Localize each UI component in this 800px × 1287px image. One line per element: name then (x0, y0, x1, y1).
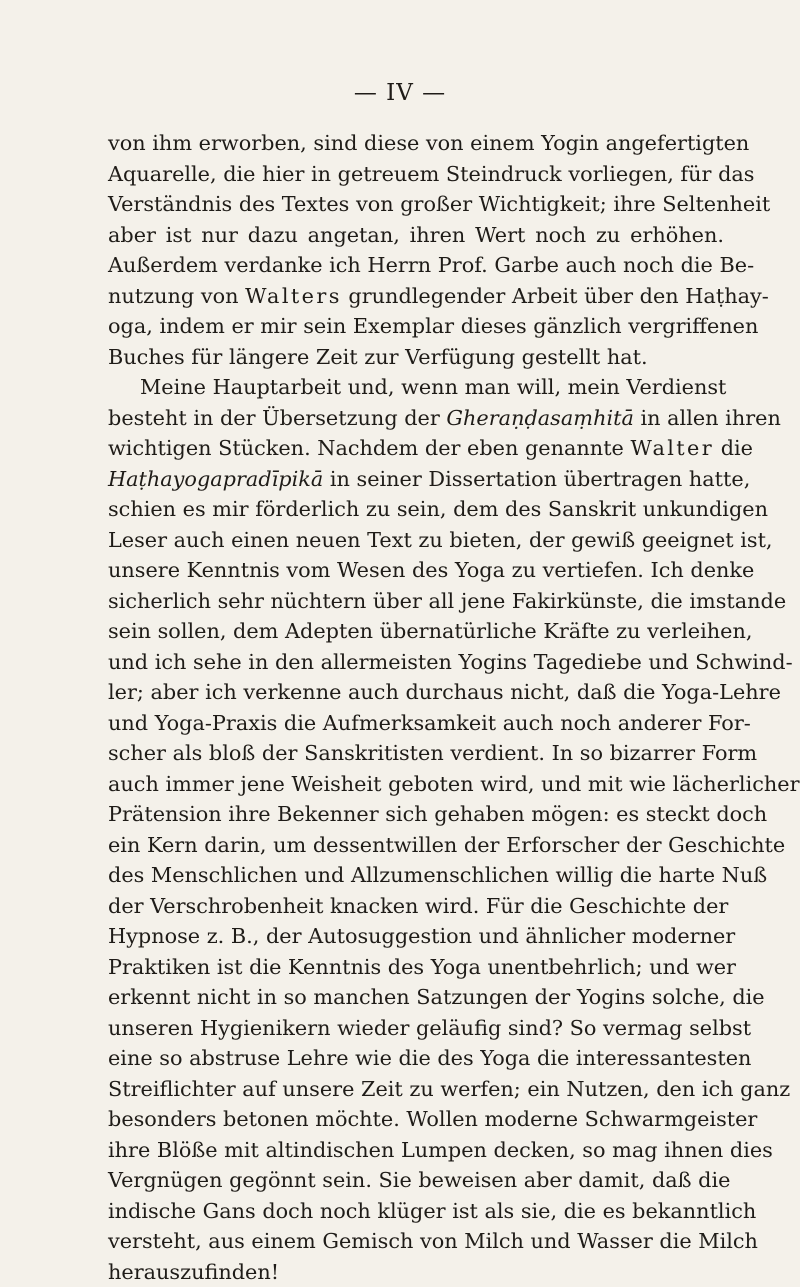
text-line (108, 738, 724, 769)
text-line (108, 464, 724, 495)
text-line (108, 1196, 724, 1227)
text-line (108, 1074, 724, 1105)
text-segment: und ich sehe in den allermeisten Yogins Tagediebe und Schwind- (108, 650, 793, 674)
text-segment: besteht in der Übersetzung der (108, 406, 446, 430)
text-line (108, 342, 724, 373)
text-segment: besonders betonen möchte. Wollen moderne Schwarmgeister (108, 1107, 757, 1131)
text-segment: Praktiken ist die Kenntnis des Yoga unentbehrlich; und wer (108, 955, 736, 979)
text-line (108, 159, 724, 190)
text-segment: sein sollen, dem Adepten übernatürliche Kräfte zu verleihen, (108, 619, 752, 643)
text-line (108, 860, 724, 891)
text-line (108, 1226, 724, 1257)
body-text (108, 128, 724, 1287)
text-segment: ihre Blöße mit altindischen Lumpen decken, so mag ihnen dies (108, 1138, 773, 1162)
text-segment: wichtigen Stücken. Nachdem der eben genannte (108, 436, 630, 460)
page-number: — IV — (0, 80, 800, 106)
text-segment: Hypnose z. B., der Autosuggestion und ähnlicher moderner (108, 924, 735, 948)
text-line (108, 311, 724, 342)
text-line (108, 525, 724, 556)
text-line (108, 403, 724, 434)
text-segment: Meine Hauptarbeit und, wenn man will, mein Verdienst (140, 375, 726, 399)
text-segment: Streiflichter auf unsere Zeit zu werfen; ein Nutzen, den ich ganz (108, 1077, 790, 1101)
text-line (108, 1043, 724, 1074)
text-segment: auch immer jene Weisheit geboten wird, und mit wie lächerlicher (108, 772, 800, 796)
text-segment: Buches für längere Zeit zur Verfügung gestellt hat. (108, 345, 648, 369)
text-segment: Aquarelle, die hier in getreuem Steindruck vorliegen, für das (108, 162, 754, 186)
text-line (108, 372, 724, 403)
text-line (108, 769, 724, 800)
text-line (108, 1135, 724, 1166)
text-line (108, 494, 724, 525)
text-line (108, 1165, 724, 1196)
text-line (108, 921, 724, 952)
italic-title: Haṭhayogapradīpikā (108, 467, 323, 491)
text-line (108, 830, 724, 861)
text-segment: und Yoga-Praxis die Aufmerksamkeit auch noch anderer For- (108, 711, 751, 735)
text-segment: unseren Hygienikern wieder geläufig sind? So vermag selbst (108, 1016, 751, 1040)
text-segment: Verständnis des Textes von großer Wichtigkeit; ihre Seltenheit (108, 192, 770, 216)
spaced-name: Walters (245, 284, 342, 308)
text-segment: in seiner Dissertation übertragen hatte, (323, 467, 750, 491)
text-line (108, 128, 724, 159)
text-segment: der Verschrobenheit knacken wird. Für die Geschichte der (108, 894, 728, 918)
text-segment: oga, indem er mir sein Exemplar dieses gänzlich vergriffenen (108, 314, 758, 338)
text-line (108, 891, 724, 922)
text-segment: von ihm erworben, sind diese von einem Yogin angefertigten (108, 131, 749, 155)
italic-title: Gheraṇḍasaṃhitā (446, 406, 633, 430)
text-segment: Prätension ihre Bekenner sich gehaben mögen: es steckt doch (108, 802, 767, 826)
text-line (108, 982, 724, 1013)
text-segment: indische Gans doch noch klüger ist als sie, die es bekanntlich (108, 1199, 756, 1223)
text-line (108, 677, 724, 708)
text-segment: grundlegender Arbeit über den Haṭhay- (342, 284, 769, 308)
text-line (108, 1104, 724, 1135)
text-line (108, 1013, 724, 1044)
text-segment: eine so abstruse Lehre wie die des Yoga die interessantesten (108, 1046, 751, 1070)
text-line (108, 708, 724, 739)
spaced-name: Walter (630, 436, 714, 460)
text-segment: unsere Kenntnis vom Wesen des Yoga zu vertiefen. Ich denke (108, 558, 754, 582)
text-line (108, 616, 724, 647)
text-segment: erkennt nicht in so manchen Satzungen der Yogins solche, die (108, 985, 765, 1009)
text-segment: versteht, aus einem Gemisch von Milch und Wasser die Milch (108, 1229, 758, 1253)
text-line (108, 799, 724, 830)
text-line (108, 952, 724, 983)
text-segment: Leser auch einen neuen Text zu bieten, der gewiß geeignet ist, (108, 528, 773, 552)
text-segment: herauszufinden! (108, 1260, 279, 1284)
text-segment: ein Kern darin, um dessentwillen der Erforscher der Geschichte (108, 833, 785, 857)
text-segment: Vergnügen gegönnt sein. Sie beweisen aber damit, daß die (108, 1168, 730, 1192)
text-segment: schien es mir förderlich zu sein, dem des Sanskrit unkundigen (108, 497, 768, 521)
text-line (108, 647, 724, 678)
text-line (108, 586, 724, 617)
text-line (108, 220, 724, 251)
text-line (108, 555, 724, 586)
text-line (108, 1257, 724, 1287)
text-line (108, 281, 724, 312)
text-line (108, 433, 724, 464)
text-segment: des Menschlichen und Allzumenschlichen willig die harte Nuß (108, 863, 767, 887)
text-segment: ler; aber ich verkenne auch durchaus nicht, daß die Yoga-Lehre (108, 680, 781, 704)
text-segment: nutzung von (108, 284, 245, 308)
text-segment: sicherlich sehr nüchtern über all jene Fakirkünste, die imstande (108, 589, 786, 613)
text-segment: die (714, 436, 753, 460)
text-segment: Außerdem verdanke ich Herrn Prof. Garbe auch noch die Be- (108, 253, 754, 277)
text-line (108, 250, 724, 281)
text-line (108, 189, 724, 220)
text-segment: in allen ihren (634, 406, 781, 430)
text-segment: scher als bloß der Sanskritisten verdient. In so bizarrer Form (108, 741, 757, 765)
text-segment: aber ist nur dazu angetan, ihren Wert noch zu erhöhen. (108, 223, 724, 247)
